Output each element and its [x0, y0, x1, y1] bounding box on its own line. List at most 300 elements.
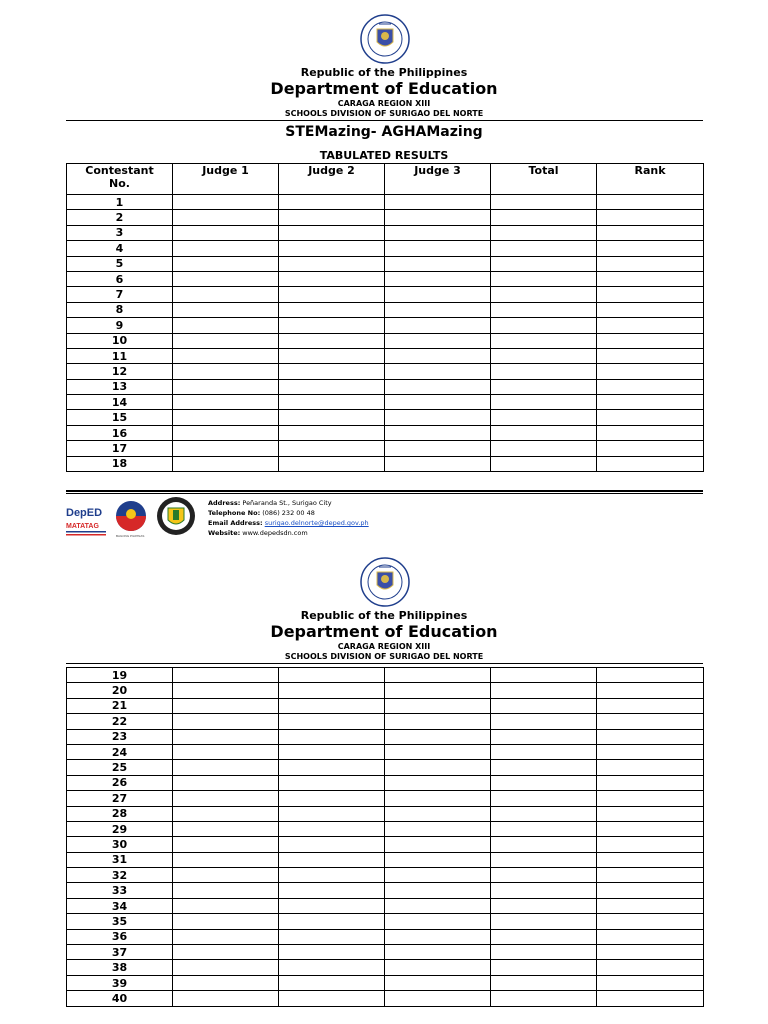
telephone-text: (086) 232 00 48 [262, 509, 315, 517]
cell-contestant-no: 25 [67, 760, 173, 775]
svg-text:BAGONG PILIPINAS: BAGONG PILIPINAS [116, 534, 145, 538]
cell-total[interactable] [491, 668, 597, 683]
cell-judge-1[interactable] [173, 945, 279, 960]
address-text: Peñaranda St., Surigao City [242, 499, 332, 507]
footer-logos [64, 496, 204, 540]
cell-judge-3[interactable] [385, 883, 491, 898]
cell-judge-2[interactable] [279, 410, 385, 425]
cell-judge-2[interactable] [279, 775, 385, 790]
cell-judge-2[interactable] [279, 287, 385, 302]
cell-contestant-no: 21 [67, 698, 173, 713]
cell-judge-1[interactable] [173, 241, 279, 256]
table-row [67, 287, 704, 302]
cell-total[interactable] [491, 960, 597, 975]
cell-total[interactable] [491, 714, 597, 729]
cell-judge-2[interactable] [279, 698, 385, 713]
cell-rank[interactable] [597, 991, 704, 1006]
cell-judge-1[interactable] [173, 852, 279, 867]
cell-total[interactable] [491, 395, 597, 410]
cell-judge-3[interactable] [385, 456, 491, 471]
cell-rank[interactable] [597, 271, 704, 286]
cell-judge-2[interactable] [279, 975, 385, 990]
cell-judge-1[interactable] [173, 837, 279, 852]
cell-judge-3[interactable] [385, 683, 491, 698]
table-row [67, 744, 704, 759]
cell-judge-3[interactable] [385, 975, 491, 990]
cell-judge-1[interactable] [173, 318, 279, 333]
cell-judge-3[interactable] [385, 991, 491, 1006]
cell-rank[interactable] [597, 195, 704, 210]
table-row [67, 668, 704, 683]
cell-judge-2[interactable] [279, 914, 385, 929]
cell-contestant-no: 8 [67, 302, 173, 317]
cell-contestant-no: 2 [67, 210, 173, 225]
cell-rank[interactable] [597, 914, 704, 929]
cell-judge-3[interactable] [385, 760, 491, 775]
cell-contestant-no: 4 [67, 241, 173, 256]
cell-rank[interactable] [597, 898, 704, 913]
cell-rank[interactable] [597, 425, 704, 440]
cell-judge-2[interactable] [279, 241, 385, 256]
cell-contestant-no: 36 [67, 929, 173, 944]
cell-rank[interactable] [597, 714, 704, 729]
region-text: CARAGA REGION XIII [337, 99, 431, 108]
cell-contestant-no: 3 [67, 225, 173, 240]
cell-total[interactable] [491, 271, 597, 286]
cell-judge-2[interactable] [279, 395, 385, 410]
table-row [67, 683, 704, 698]
cell-judge-1[interactable] [173, 868, 279, 883]
cell-total[interactable] [491, 302, 597, 317]
cell-judge-2[interactable] [279, 348, 385, 363]
table-row [67, 837, 704, 852]
cell-judge-2[interactable] [279, 441, 385, 456]
cell-contestant-no: 33 [67, 883, 173, 898]
table-row [67, 898, 704, 913]
cell-total[interactable] [491, 333, 597, 348]
results-table-page-2 [66, 667, 704, 1007]
col-header-total: Total [491, 164, 597, 195]
cell-rank[interactable] [597, 256, 704, 271]
cell-rank[interactable] [597, 868, 704, 883]
cell-judge-1[interactable] [173, 410, 279, 425]
cell-contestant-no: 29 [67, 821, 173, 836]
cell-judge-3[interactable] [385, 852, 491, 867]
table-row [67, 348, 704, 363]
cell-total[interactable] [491, 698, 597, 713]
cell-contestant-no: 9 [67, 318, 173, 333]
cell-total[interactable] [491, 914, 597, 929]
cell-judge-3[interactable] [385, 241, 491, 256]
cell-total[interactable] [491, 683, 597, 698]
cell-judge-1[interactable] [173, 791, 279, 806]
cell-total[interactable] [491, 883, 597, 898]
cell-total[interactable] [491, 441, 597, 456]
cell-total[interactable] [491, 729, 597, 744]
cell-total[interactable] [491, 868, 597, 883]
cell-judge-2[interactable] [279, 960, 385, 975]
table-row [67, 456, 704, 471]
cell-total[interactable] [491, 991, 597, 1006]
cell-contestant-no: 35 [67, 914, 173, 929]
results-table-page-1 [66, 163, 704, 472]
cell-judge-3[interactable] [385, 821, 491, 836]
cell-judge-1[interactable] [173, 760, 279, 775]
cell-judge-2[interactable] [279, 683, 385, 698]
cell-total[interactable] [491, 456, 597, 471]
cell-judge-1[interactable] [173, 348, 279, 363]
cell-rank[interactable] [597, 441, 704, 456]
cell-judge-3[interactable] [385, 302, 491, 317]
cell-contestant-no: 39 [67, 975, 173, 990]
cell-judge-2[interactable] [279, 852, 385, 867]
cell-rank[interactable] [597, 456, 704, 471]
cell-judge-3[interactable] [385, 714, 491, 729]
cell-judge-3[interactable] [385, 348, 491, 363]
cell-rank[interactable] [597, 668, 704, 683]
table-row [67, 333, 704, 348]
table-row [67, 868, 704, 883]
cell-judge-2[interactable] [279, 333, 385, 348]
cell-rank[interactable] [597, 210, 704, 225]
cell-rank[interactable] [597, 287, 704, 302]
cell-total[interactable] [491, 287, 597, 302]
cell-judge-2[interactable] [279, 379, 385, 394]
cell-judge-2[interactable] [279, 456, 385, 471]
cell-judge-1[interactable] [173, 729, 279, 744]
cell-judge-1[interactable] [173, 425, 279, 440]
cell-judge-2[interactable] [279, 225, 385, 240]
cell-judge-1[interactable] [173, 364, 279, 379]
cell-judge-2[interactable] [279, 271, 385, 286]
republic-text-page-2: Republic of the Philippines [300, 609, 468, 622]
cell-judge-2[interactable] [279, 991, 385, 1006]
department-title-page-2: Department of Education [270, 622, 498, 641]
cell-rank[interactable] [597, 760, 704, 775]
cell-rank[interactable] [597, 241, 704, 256]
table-row [67, 991, 704, 1006]
cell-total[interactable] [491, 975, 597, 990]
table-row [67, 210, 704, 225]
cell-rank[interactable] [597, 729, 704, 744]
cell-judge-2[interactable] [279, 195, 385, 210]
cell-judge-2[interactable] [279, 714, 385, 729]
cell-judge-1[interactable] [173, 975, 279, 990]
division-text-page-2: SCHOOLS DIVISION OF SURIGAO DEL NORTE [284, 652, 484, 661]
cell-judge-3[interactable] [385, 287, 491, 302]
cell-judge-1[interactable] [173, 256, 279, 271]
cell-judge-3[interactable] [385, 271, 491, 286]
cell-judge-2[interactable] [279, 302, 385, 317]
cell-judge-2[interactable] [279, 425, 385, 440]
republic-text: Republic of the Philippines [300, 66, 468, 79]
cell-judge-2[interactable] [279, 868, 385, 883]
col-header-contestant: Contestant No. [67, 164, 173, 195]
cell-judge-3[interactable] [385, 868, 491, 883]
cell-judge-1[interactable] [173, 991, 279, 1006]
table-row [67, 241, 704, 256]
cell-judge-3[interactable] [385, 929, 491, 944]
table-row [67, 791, 704, 806]
cell-contestant-no: 17 [67, 441, 173, 456]
table-row [67, 410, 704, 425]
cell-judge-2[interactable] [279, 821, 385, 836]
cell-judge-3[interactable] [385, 914, 491, 929]
cell-total[interactable] [491, 210, 597, 225]
cell-rank[interactable] [597, 698, 704, 713]
cell-judge-3[interactable] [385, 960, 491, 975]
cell-contestant-no: 26 [67, 775, 173, 790]
col-header-judge-1: Judge 1 [173, 164, 279, 195]
cell-judge-1[interactable] [173, 806, 279, 821]
cell-judge-1[interactable] [173, 441, 279, 456]
cell-judge-1[interactable] [173, 775, 279, 790]
table-row [67, 729, 704, 744]
table-row [67, 225, 704, 240]
cell-judge-2[interactable] [279, 760, 385, 775]
matatag-logo: MATATAG [66, 523, 99, 530]
cell-judge-1[interactable] [173, 883, 279, 898]
cell-judge-1[interactable] [173, 379, 279, 394]
cell-contestant-no: 23 [67, 729, 173, 744]
cell-judge-3[interactable] [385, 333, 491, 348]
cell-total[interactable] [491, 775, 597, 790]
cell-judge-2[interactable] [279, 806, 385, 821]
table-row [67, 425, 704, 440]
footer-divider [66, 490, 703, 492]
cell-judge-1[interactable] [173, 714, 279, 729]
cell-contestant-no: 10 [67, 333, 173, 348]
cell-judge-3[interactable] [385, 225, 491, 240]
cell-rank[interactable] [597, 883, 704, 898]
cell-judge-2[interactable] [279, 929, 385, 944]
cell-judge-1[interactable] [173, 929, 279, 944]
table-row [67, 883, 704, 898]
cell-rank[interactable] [597, 225, 704, 240]
department-title: Department of Education [270, 79, 498, 98]
cell-total[interactable] [491, 425, 597, 440]
cell-contestant-no: 12 [67, 364, 173, 379]
cell-judge-3[interactable] [385, 379, 491, 394]
cell-contestant-no: 11 [67, 348, 173, 363]
cell-contestant-no: 40 [67, 991, 173, 1006]
cell-judge-3[interactable] [385, 744, 491, 759]
deped-seal-icon [360, 14, 410, 64]
cell-total[interactable] [491, 241, 597, 256]
cell-total[interactable] [491, 379, 597, 394]
cell-judge-2[interactable] [279, 791, 385, 806]
cell-total[interactable] [491, 945, 597, 960]
cell-total[interactable] [491, 806, 597, 821]
cell-judge-2[interactable] [279, 898, 385, 913]
cell-rank[interactable] [597, 837, 704, 852]
cell-contestant-no: 1 [67, 195, 173, 210]
cell-total[interactable] [491, 821, 597, 836]
table-row [67, 852, 704, 867]
cell-judge-2[interactable] [279, 837, 385, 852]
cell-judge-2[interactable] [279, 210, 385, 225]
cell-total[interactable] [491, 898, 597, 913]
cell-judge-3[interactable] [385, 364, 491, 379]
cell-judge-1[interactable] [173, 960, 279, 975]
cell-judge-3[interactable] [385, 945, 491, 960]
cell-judge-3[interactable] [385, 395, 491, 410]
cell-judge-1[interactable] [173, 456, 279, 471]
cell-judge-2[interactable] [279, 318, 385, 333]
cell-rank[interactable] [597, 683, 704, 698]
cell-judge-1[interactable] [173, 271, 279, 286]
division-text: SCHOOLS DIVISION OF SURIGAO DEL NORTE [284, 109, 484, 118]
table-row [67, 302, 704, 317]
cell-rank[interactable] [597, 410, 704, 425]
cell-judge-2[interactable] [279, 256, 385, 271]
cell-judge-1[interactable] [173, 302, 279, 317]
cell-total[interactable] [491, 348, 597, 363]
table-row [67, 975, 704, 990]
col-header-judge-3: Judge 3 [385, 164, 491, 195]
table-row [67, 760, 704, 775]
table-row [67, 929, 704, 944]
results-subtitle: TABULATED RESULTS [319, 149, 449, 162]
cell-judge-3[interactable] [385, 698, 491, 713]
cell-judge-2[interactable] [279, 883, 385, 898]
cell-judge-2[interactable] [279, 668, 385, 683]
cell-judge-1[interactable] [173, 698, 279, 713]
cell-rank[interactable] [597, 348, 704, 363]
bagong-pilipinas-logo-icon [116, 501, 146, 538]
col-header-rank: Rank [597, 164, 704, 195]
cell-total[interactable] [491, 195, 597, 210]
cell-judge-1[interactable] [173, 287, 279, 302]
cell-contestant-no: 16 [67, 425, 173, 440]
cell-contestant-no: 20 [67, 683, 173, 698]
cell-rank[interactable] [597, 852, 704, 867]
cell-rank[interactable] [597, 302, 704, 317]
cell-rank[interactable] [597, 364, 704, 379]
cell-contestant-no: 24 [67, 744, 173, 759]
cell-judge-2[interactable] [279, 729, 385, 744]
cell-rank[interactable] [597, 333, 704, 348]
cell-contestant-no: 37 [67, 945, 173, 960]
table-row [67, 775, 704, 790]
cell-judge-1[interactable] [173, 210, 279, 225]
cell-judge-1[interactable] [173, 821, 279, 836]
cell-total[interactable] [491, 744, 597, 759]
cell-judge-3[interactable] [385, 668, 491, 683]
cell-judge-3[interactable] [385, 898, 491, 913]
col-header-judge-2: Judge 2 [279, 164, 385, 195]
event-title: STEMazing- AGHAMazing [285, 124, 483, 140]
cell-total[interactable] [491, 760, 597, 775]
cell-judge-3[interactable] [385, 256, 491, 271]
footer-divider-thin [66, 493, 703, 494]
website-text: www.depedsdn.com [242, 529, 308, 537]
cell-total[interactable] [491, 852, 597, 867]
cell-judge-2[interactable] [279, 945, 385, 960]
cell-contestant-no: 38 [67, 960, 173, 975]
table-row [67, 698, 704, 713]
cell-contestant-no: 22 [67, 714, 173, 729]
cell-judge-1[interactable] [173, 195, 279, 210]
cell-rank[interactable] [597, 791, 704, 806]
cell-contestant-no: 32 [67, 868, 173, 883]
cell-rank[interactable] [597, 318, 704, 333]
cell-rank[interactable] [597, 960, 704, 975]
cell-judge-1[interactable] [173, 683, 279, 698]
cell-judge-2[interactable] [279, 744, 385, 759]
header-divider [66, 120, 703, 121]
cell-judge-1[interactable] [173, 395, 279, 410]
cell-contestant-no: 5 [67, 256, 173, 271]
cell-judge-1[interactable] [173, 744, 279, 759]
header-divider-page-2 [66, 663, 703, 664]
cell-rank[interactable] [597, 929, 704, 944]
cell-judge-1[interactable] [173, 333, 279, 348]
cell-total[interactable] [491, 364, 597, 379]
cell-total[interactable] [491, 318, 597, 333]
table-row [67, 441, 704, 456]
deped-logo: DepED [66, 507, 103, 519]
cell-judge-3[interactable] [385, 410, 491, 425]
cell-judge-3[interactable] [385, 729, 491, 744]
cell-judge-3[interactable] [385, 837, 491, 852]
cell-judge-1[interactable] [173, 225, 279, 240]
table-row [67, 271, 704, 286]
email-link[interactable]: surigao.delnorte@deped.gov.ph [264, 519, 369, 527]
cell-judge-1[interactable] [173, 668, 279, 683]
cell-judge-3[interactable] [385, 195, 491, 210]
cell-judge-3[interactable] [385, 210, 491, 225]
table-row [67, 714, 704, 729]
table-row [67, 960, 704, 975]
cell-rank[interactable] [597, 945, 704, 960]
table-row [67, 395, 704, 410]
cell-total[interactable] [491, 791, 597, 806]
cell-rank[interactable] [597, 975, 704, 990]
cell-judge-3[interactable] [385, 791, 491, 806]
cell-contestant-no: 28 [67, 806, 173, 821]
cell-contestant-no: 13 [67, 379, 173, 394]
cell-judge-3[interactable] [385, 441, 491, 456]
cell-rank[interactable] [597, 775, 704, 790]
cell-judge-2[interactable] [279, 364, 385, 379]
cell-total[interactable] [491, 256, 597, 271]
table-row [67, 914, 704, 929]
cell-judge-1[interactable] [173, 914, 279, 929]
cell-rank[interactable] [597, 821, 704, 836]
cell-rank[interactable] [597, 806, 704, 821]
cell-rank[interactable] [597, 744, 704, 759]
cell-contestant-no: 15 [67, 410, 173, 425]
cell-total[interactable] [491, 410, 597, 425]
cell-judge-1[interactable] [173, 898, 279, 913]
cell-judge-3[interactable] [385, 425, 491, 440]
cell-rank[interactable] [597, 379, 704, 394]
cell-judge-3[interactable] [385, 318, 491, 333]
cell-contestant-no: 31 [67, 852, 173, 867]
cell-judge-3[interactable] [385, 806, 491, 821]
cell-judge-3[interactable] [385, 775, 491, 790]
cell-contestant-no: 14 [67, 395, 173, 410]
cell-total[interactable] [491, 837, 597, 852]
table-row [67, 821, 704, 836]
contact-info: Address: Peñaranda St., Surigao City Telephone No: (086) 232 00 48 Email Address: surigao.delnorte@deped.gov.ph Website: www.depedsdn.com [208, 499, 369, 537]
table-row [67, 256, 704, 271]
region-text-page-2: CARAGA REGION XIII [337, 642, 431, 651]
cell-total[interactable] [491, 225, 597, 240]
cell-total[interactable] [491, 929, 597, 944]
cell-rank[interactable] [597, 395, 704, 410]
